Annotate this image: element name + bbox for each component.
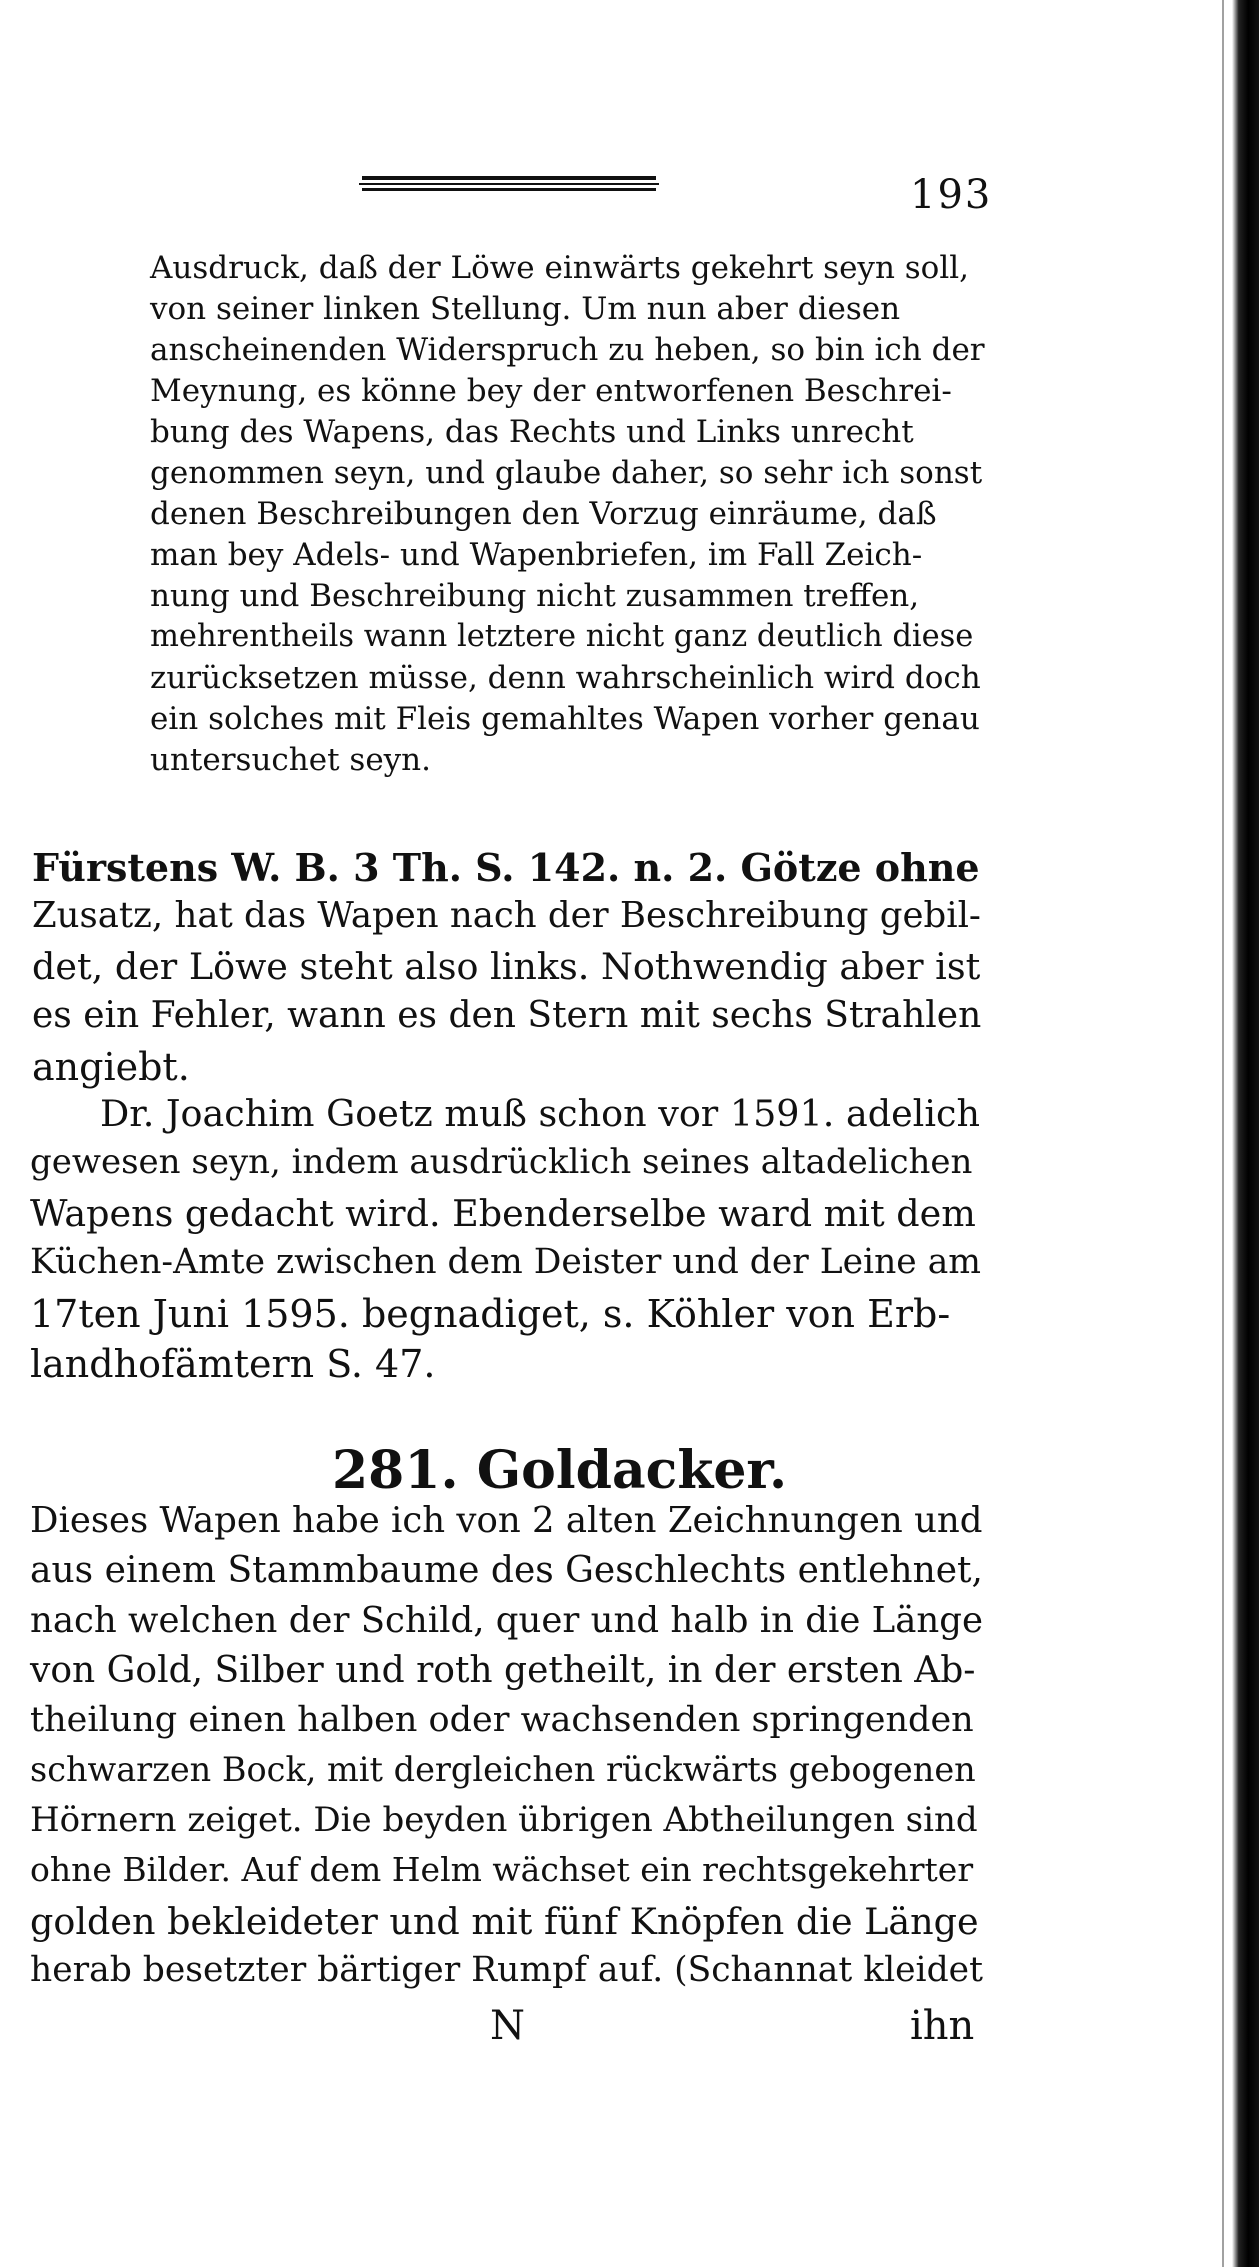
text-line: theilung einen halben oder wachsenden springenden bbox=[30, 1700, 974, 1740]
page-fold-shadow bbox=[1222, 0, 1224, 2267]
text-line: man bey Adels- und Wapenbriefen, im Fall Zeich- bbox=[150, 537, 923, 573]
text-line: golden bekleideter und mit fünf Knöpfen die Länge bbox=[30, 1900, 979, 1943]
header-rule bbox=[359, 183, 659, 185]
header-rule bbox=[362, 188, 656, 191]
text-line: nung und Beschreibung nicht zusammen treffen, bbox=[150, 578, 920, 614]
text-line: von Gold, Silber und roth getheilt, in der ersten Ab- bbox=[30, 1650, 976, 1691]
text-line: Meynung, es könne bey der entworfenen Beschrei- bbox=[150, 373, 952, 409]
text-line: Dieses Wapen habe ich von 2 alten Zeichnungen und bbox=[30, 1500, 983, 1541]
text-line: Hörnern zeiget. Die beyden übrigen Abtheilungen sind bbox=[30, 1800, 978, 1840]
text-line: mehrentheils wann letztere nicht ganz deutlich diese bbox=[150, 619, 974, 654]
section-heading: 281. Goldacker. bbox=[332, 1440, 788, 1501]
text-line: schwarzen Bock, mit dergleichen rückwärts gebogenen bbox=[30, 1750, 976, 1789]
text-line: genommen seyn, und glaube daher, so sehr ich sonst bbox=[150, 455, 983, 491]
page-number: 193 bbox=[910, 172, 993, 218]
text-line: es ein Fehler, wann es den Stern mit sechs Strahlen bbox=[32, 995, 982, 1036]
text-line: Zusatz, hat das Wapen nach der Beschreibung gebil- bbox=[32, 895, 981, 936]
page-edge bbox=[1232, 0, 1259, 2267]
text-line: Fürstens W. B. 3 Th. S. 142. n. 2. Götze ohne bbox=[32, 845, 980, 890]
text-line: bung des Wapens, das Rechts und Links unrecht bbox=[150, 414, 914, 450]
text-line: ein solches mit Fleis gemahltes Wapen vorher genau bbox=[150, 701, 980, 737]
text-line: untersuchet seyn. bbox=[150, 742, 431, 778]
text-line: Küchen-Amte zwischen dem Deister und der Leine am bbox=[30, 1242, 981, 1282]
text-line: det, der Löwe steht also links. Nothwendig aber ist bbox=[32, 945, 981, 988]
text-line: herab besetzter bärtiger Rumpf auf. (Schannat kleidet bbox=[30, 1950, 983, 1990]
text-line: anscheinenden Widerspruch zu heben, so bin ich der bbox=[150, 332, 985, 368]
text-line: Dr. Joachim Goetz muß schon vor 1591. adelich bbox=[100, 1092, 980, 1135]
text-line: landhofämtern S. 47. bbox=[30, 1342, 436, 1386]
text-line: 17ten Juni 1595. begnadiget, s. Köhler von Erb- bbox=[30, 1292, 951, 1336]
text-line: Ausdruck, daß der Löwe einwärts gekehrt seyn soll, bbox=[150, 250, 970, 286]
signature-mark: N bbox=[490, 2003, 525, 2049]
catchword: ihn bbox=[910, 2003, 975, 2049]
text-line: Wapens gedacht wird. Ebenderselbe ward mit dem bbox=[30, 1192, 976, 1235]
text-line: ohne Bilder. Auf dem Helm wächset ein rechtsgekehrter bbox=[30, 1850, 974, 1889]
text-line: nach welchen der Schild, quer und halb in die Länge bbox=[30, 1600, 983, 1641]
text-line: von seiner linken Stellung. Um nun aber diesen bbox=[150, 291, 901, 327]
text-line: denen Beschreibungen den Vorzug einräume, daß bbox=[150, 496, 937, 532]
text-line: angiebt. bbox=[32, 1045, 190, 1089]
text-line: zurücksetzen müsse, denn wahrscheinlich wird doch bbox=[150, 660, 981, 696]
text-line: gewesen seyn, indem ausdrücklich seines altadelichen bbox=[30, 1142, 973, 1182]
header-rule bbox=[362, 176, 656, 180]
text-line: aus einem Stammbaume des Geschlechts entlehnet, bbox=[30, 1550, 983, 1591]
